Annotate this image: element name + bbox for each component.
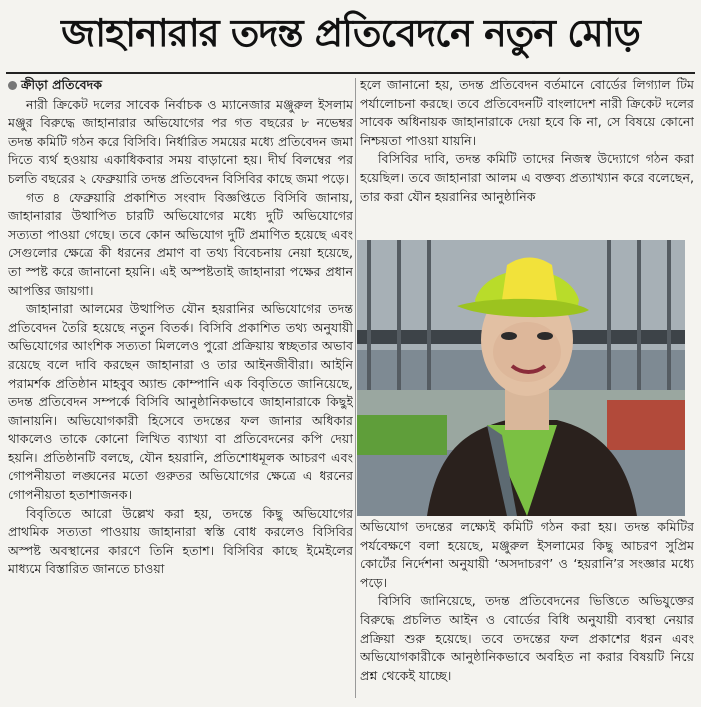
column-right-bottom <box>360 518 694 701</box>
paragraph: অভিযোগ তদন্তের লক্ষ্যেই কমিটি গঠন করা হয়। তদন্ত কমিটির পর্যবেক্ষণে বলা হয়েছে, মঞ্জুরুল ইসলামের কিছু আচরণ সুপ্রিম কোর্টের নির্দেশনা অনুযায়ী ‘অসদাচরণ’ ও ‘হয়রানি’র সংজ্ঞার মধ্যে পড়ে। <box>360 519 694 590</box>
player-photo-illustration <box>357 240 685 516</box>
paragraph: জাহানারা আলমের উত্থাপিত যৌন হয়রানির অভিযোগের তদন্ত প্রতিবেদন তৈরি হয়েছে নতুন বিতর্ক। বিসিবি প্রকাশিত তথ্য অনুযায়ী অভিযোগের আংশিক সত্যতা মিললেও পুরো প্রক্রিয়ায় স্বচ্ছতার অভাব রয়েছে বলে দাবি করছেন জাহানারা ও তার আইনজীবীরা। আইনি পরামর্শক প্রতিষ্ঠান মাহবুব অ্যান্ড কোম্পানি এক বিবৃতিতে জানিয়েছে, তদন্ত প্রতিবেদন সম্পর্কে বিসিবি আনুষ্ঠানিকভাবে জাহানারাকে কিছুই জানায়নি। অভিযোগকারী হিসেবে তদন্তের ফল জানার অধিকার থাকলেও তাকে কোনো লিখিত ব্যাখ্যা বা প্রতিবেদনের কপি দেয়া হয়নি। প্রতিষ্ঠানটি বলছে, যৌন হয়রানি, প্রতিশোধমূলক আচরণ এবং গোপনীয়তা লঙ্ঘনের মতো গুরুতর অভিযোগের ক্ষেত্রে এ ধরনের গোপনীয়তা হতাশাজনক। <box>8 301 353 503</box>
byline <box>8 76 353 95</box>
column-divider <box>355 78 356 698</box>
paragraph: বিসিবি জানিয়েছে, তদন্ত প্রতিবেদনের ভিত্তিতে অভিযুক্তের বিরুদ্ধে প্রচলিত আইন ও বোর্ডের বিধি অনুযায়ী ব্যবস্থা নেয়ার প্রক্রিয়া শুরু হয়েছে। তবে তদন্তের ফল প্রকাশের ধরন এবং অভিযোগকারীকে আনুষ্ঠানিকভাবে অবহিত না করার বিষয়টি নিয়ে প্রশ্ন থেকেই যাচ্ছে। <box>360 593 694 683</box>
column-left <box>8 76 353 701</box>
paragraph: বিবৃতিতে আরো উল্লেখ করা হয়, তদন্তে কিছু অভিযোগের প্রাথমিক সত্যতা পাওয়ায় জাহানারা স্বস্তি বোধ করলেও বিসিবির অস্পষ্ট অবস্থানের কারণে তিনি হতাশ। বিসিবির কাছে ইমেইলের মাধ্যমে বিস্তারিত জানতে চাওয়া <box>8 505 353 577</box>
paragraph: নারী ক্রিকেট দলের সাবেক নির্বাচক ও ম্যানেজার মঞ্জুরুল ইসলাম মঞ্জুর বিরুদ্ধে জাহানারার অভিযোগের পর গত বছরের ৮ নভেম্বর তদন্ত কমিটি গঠন করে বিসিবি। নির্ধারিত সময়ের মধ্যে প্রতিবেদন জমা দিতে ব্যর্থ হওয়ায় একাধিকবার সময় বাড়ানো হয়। দীর্ঘ বিলম্বের পর চলতি বছরের ২ ফেব্রুয়ারি তদন্ত প্রতিবেদন বিসিবির কাছে জমা পড়ে। <box>8 96 353 186</box>
column-right-top <box>360 76 694 238</box>
headline-rule <box>6 72 695 74</box>
article-photo <box>357 240 685 516</box>
paragraph: বিসিবির দাবি, তদন্ত কমিটি তাদের নিজস্ব উদ্যোগে গঠন করা হয়েছিল। তবে জাহানারা আলম এ বক্তব্য প্রত্যাখ্যান করে বলেছেন, তার করা যৌন হয়রানির আনুষ্ঠানিক <box>360 151 694 204</box>
byline-text: ক্রীড়া প্রতিবেদক <box>21 77 103 92</box>
paragraph: হলে জানানো হয়, তদন্ত প্রতিবেদন বর্তমানে বোর্ডের লিগ্যাল টিম পর্যালোচনা করছে। তবে প্রতিবেদনটি বাংলাদেশ নারী ক্রিকেট দলের সাবেক অধিনায়ক জাহানারাকে দেয়া হবে কি না, সে বিষয়ে কোনো নিশ্চয়তা পাওয়া যায়নি। <box>360 77 694 148</box>
headline: জাহানারার তদন্ত প্রতিবেদনে নতুন মোড় <box>61 11 640 55</box>
bullet-icon <box>8 81 17 90</box>
paragraph: গত ৪ ফেব্রুয়ারি প্রকাশিত সংবাদ বিজ্ঞপ্তিতে বিসিবি জানায়, জাহানারার উত্থাপিত চারটি অভিযোগের মধ্যে দুটি অভিযোগের সত্যতা পাওয়া গেছে। তবে কোন অভিযোগ দুটি প্রমাণিত হয়েছে এবং সেগুলোর ক্ষেত্রে কী ধরনের প্রমাণ বা তথ্য বিবেচনায় নেয়া হয়েছে, তা স্পষ্ট করে জানানো হয়নি। এই অস্পষ্টতাই জাহানারা পক্ষের প্রধান আপত্তির জায়গা। <box>8 189 353 298</box>
